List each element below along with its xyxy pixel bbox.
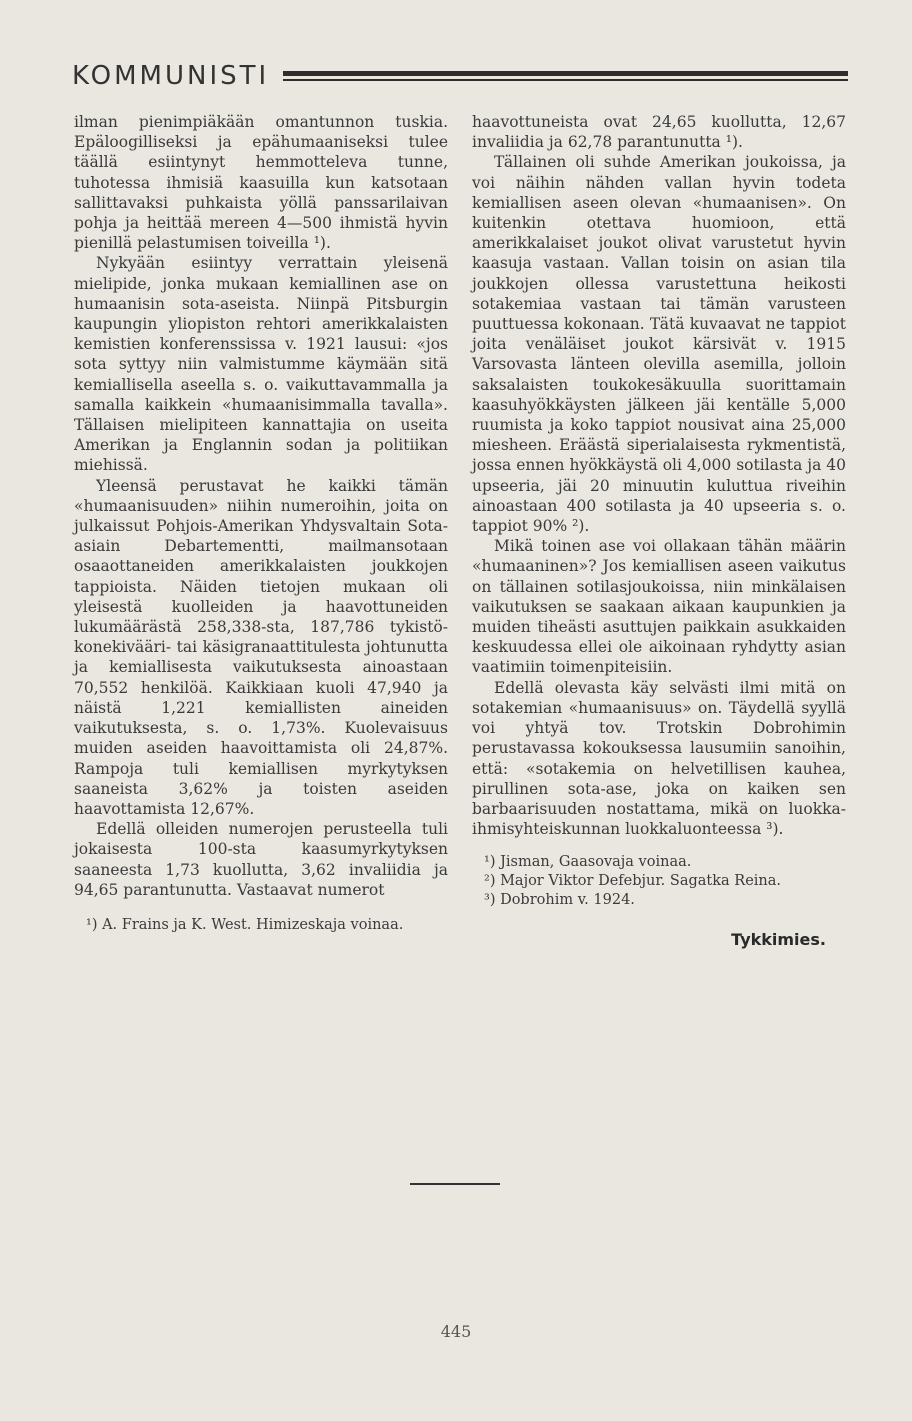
footnote: ¹) Jisman, Gaasovaja voinaa. xyxy=(484,854,692,871)
author-signature: Tykkimies. xyxy=(731,930,826,950)
paragraph: ilman pienimpiäkään omantunnon tuskia. Epäloogilliseksi ja epähumaaniseksi tulee täällä esiintynyt hemmotteleva tunne, tuhotessa ihmisiä kaasuilla kun katsotaan sallittavaksi puhkaista yöllä panssarilaivan pohja ja heittää mereen 4—500 ihmistä hyvin pienillä pelastumisen toiveilla ¹). xyxy=(74,113,448,253)
footnotes xyxy=(74,916,448,935)
left-column xyxy=(74,112,448,935)
paragraph: Mikä toinen ase voi ollakaan tähän määrin «humaaninen»? Jos kemiallisen aseen vaikutus on tällainen sotilasjoukoissa, niin minkälaisen vaikutuksen se saakaan aikaan kaupunkien ja muiden tiheästi asuttujen paikkain asukkaiden keskuudessa ellei ole aikoinaan ryhdytty asian vaatimiin toimenpiteisiin. xyxy=(472,537,846,677)
page-number: 445 xyxy=(440,1322,472,1341)
right-column xyxy=(472,112,846,951)
footnote: ¹) A. Frains ja K. West. Himizeskaja voinaa. xyxy=(86,916,404,933)
paragraph: Edellä olevasta käy selvästi ilmi mitä on sotakemian «humaanisuus» on. Täydellä syyllä voi yhtyä tov. Trotskin Dobrohimin perustavassa kokouksessa lausumiin sanoihin, että: «sotakemia on helvetillisen kauhea, pirullinen sota-ase, joka on kaiken sen barbaarisuuden nostattama, mikä on luokka-ihmisyhteiskunnan luokkaluonteessa ³). xyxy=(472,678,846,839)
page-header xyxy=(72,56,848,96)
header-rule xyxy=(283,71,848,81)
paragraph: haavottuneista ovat 24,65 kuollutta, 12,67 invaliidia ja 62,78 parantunutta ¹). xyxy=(472,113,846,152)
paragraph: Edellä olleiden numerojen perusteella tuli jokaisesta 100-sta kaasumyrkytyksen saaneesta 1,73 kuollutta, 3,62 invaliidia ja 94,65 parantunutta. Vastaavat numerot xyxy=(74,820,448,899)
end-rule xyxy=(410,1183,500,1185)
paragraph: Yleensä perustavat he kaikki tämän «humaanisuuden» niihin numeroihin, joita on julkaissut Pohjois-Amerikan Yhdysvaltain Sota-asiain Debartementti, mailmansotaan osaaottaneiden amerikkalaisten joukkojen tappioista. Näiden tietojen mukaan oli yleisestä kuolleiden ja haavottuneiden lukumäärästä 258,338-sta, 187,786 tykistö- konekivääri- tai käsigranaattitulesta johtunutta ja kemiallisesta vaikutuksesta ainoastaan 70,552 henkilöä. Kaikkiaan kuoli 47,940 ja näistä 1,221 kemiallisten aineiden vaikutuksesta, s. o. 1,73%. Kuolevaisuus muiden aseiden haavoittamista oli 24,87%. Rampoja tuli kemiallisen myrkytyksen saaneista 3,62% ja toisten aseiden haavottamista 12,67%. xyxy=(74,476,448,818)
footnote: ²) Major Viktor Defebjur. Sagatka Reina. xyxy=(484,873,782,890)
footnote: ³) Dobrohim v. 1924. xyxy=(484,892,635,909)
paragraph: Nykyään esiintyy verrattain yleisenä mielipide, jonka mukaan kemiallinen ase on humaanisin sota-aseista. Niinpä Pitsburgin kaupungin yliopiston rehtori amerikkalaisten kemistien konferenssissa v. 1921 lausui: «jos sota syttyy niin valmistumme käymään sitä kemiallisella aseella s. o. vaikuttavammalla ja samalla kaikkein «humaanisimmalla tavalla». Tällaisen mielipiteen kannattajia on useita Amerikan ja Englannin sodan ja politiikan miehissä. xyxy=(74,254,448,475)
paragraph: Tällainen oli suhde Amerikan joukoissa, ja voi näihin nähden vallan hyvin todeta kemiallisen aseen olevan «humaanisen». On kuitenkin otettava huomioon, että amerikkalaiset joukot olivat varustetut hyvin kaasuja vastaan. Vallan toisin on asian tila joukkojen ollessa varustettuna heikosti sotakemiaa vastaan tai tämän varusteen puuttuessa kokonaan. Tätä kuvaavat ne tappiot joita venäläiset joukot kärsivät v. 1915 Varsovasta länteen olevilla asemilla, jolloin saksalaisten toukokesäkuulla suorittamain kaasuhyökkäysten jälkeen jäi kentälle 5,000 ruumista ja koko tappiot nousivat aina 25,000 miesheen. Eräästä siperialaisesta rykmentistä, jossa ennen hyökkäystä oli 4,000 sotilasta ja 40 upseeria, jäi 20 minuutin kuluttua riveihin ainoastaan 400 sotilasta ja 40 upseeria s. o. tappiot 90% ²). xyxy=(472,153,846,536)
footnotes xyxy=(472,853,846,910)
journal-title: KOMMUNISTI xyxy=(72,61,270,91)
